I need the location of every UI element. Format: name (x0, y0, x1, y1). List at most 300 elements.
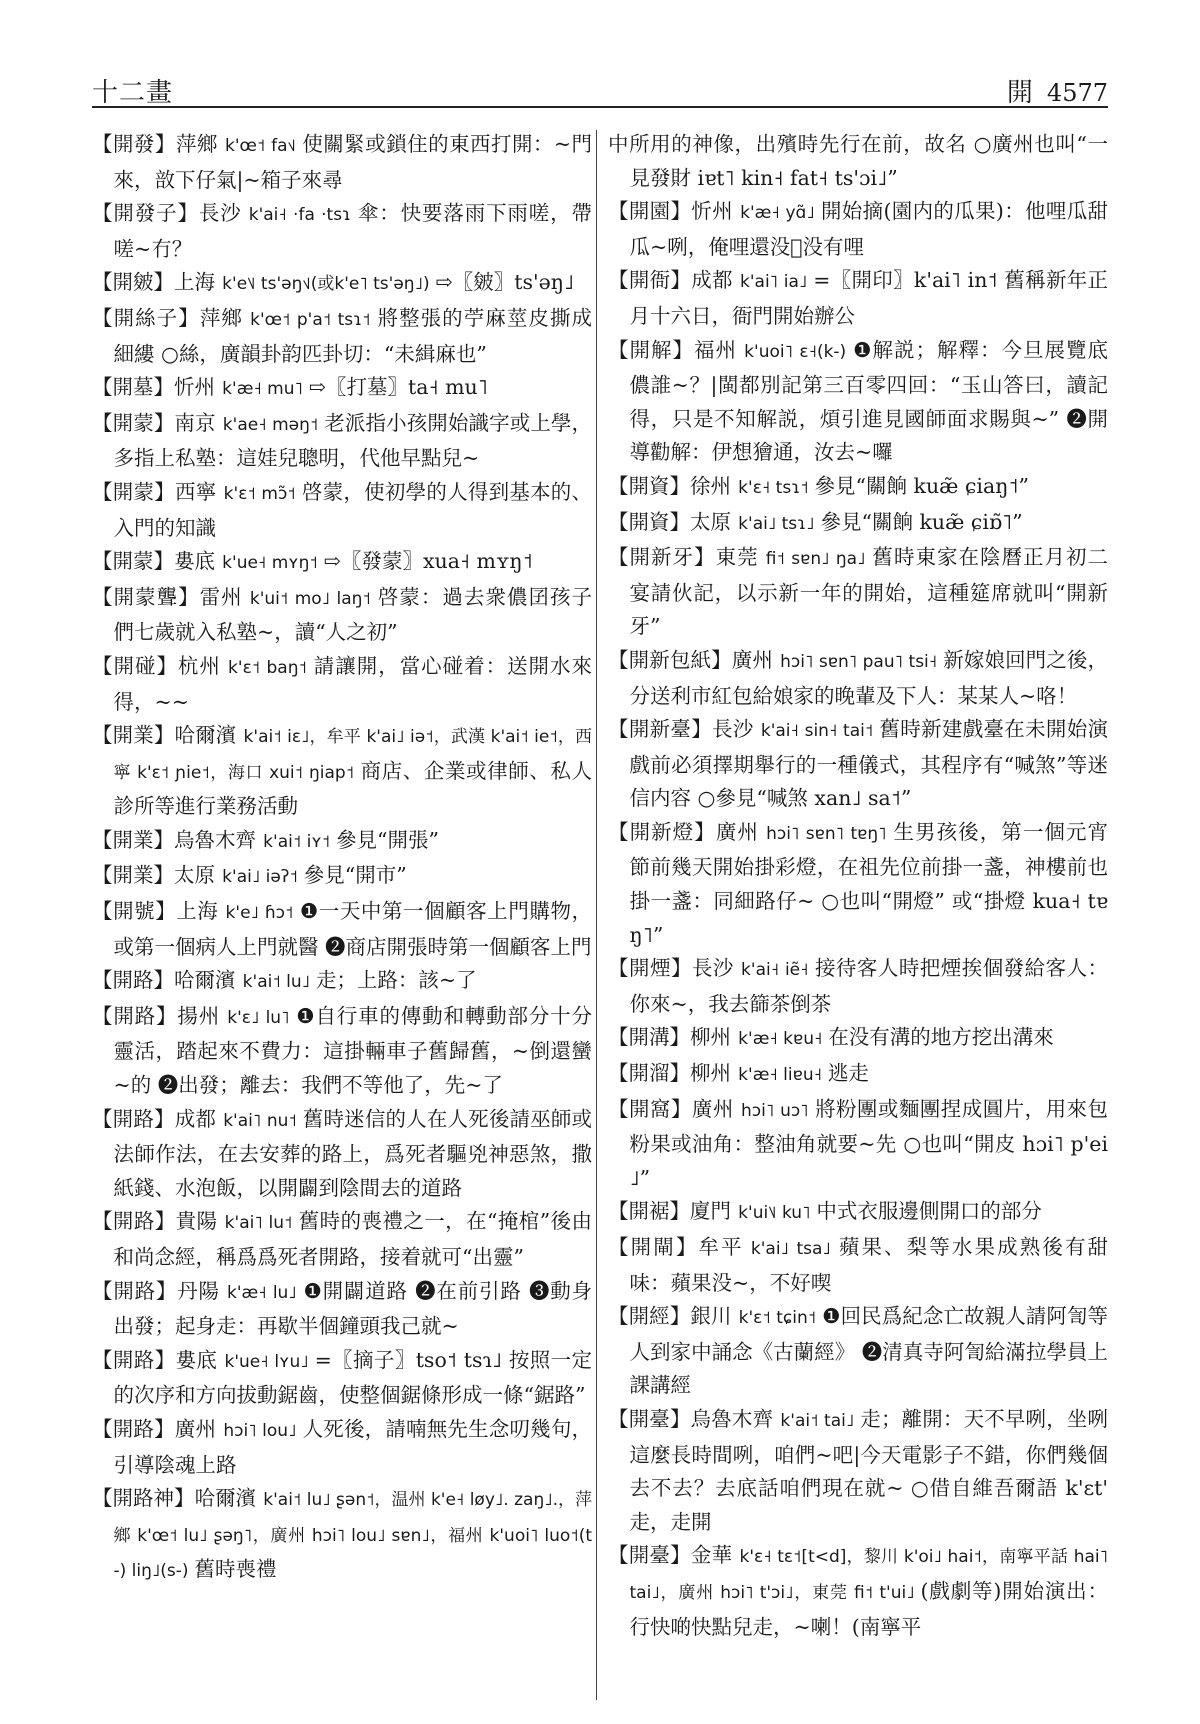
bracket-open: 【 (92, 899, 114, 924)
entry-dialect: 長沙 (198, 201, 242, 226)
entry-pronunciation: k'ai˩ iəʔ˦ (222, 867, 298, 888)
entry-headword (608, 1235, 698, 1259)
bracket-open: 【 (92, 1106, 113, 1131)
bracket-close: 】 (155, 1278, 178, 1303)
headword-text: 開路神 (112, 1486, 175, 1511)
bracket-open: 【 (608, 819, 630, 844)
entry-pronunciation: k'ai˩ tsa˩ (750, 1239, 831, 1259)
headword-text: 開經 (628, 1304, 670, 1329)
entry-headword (92, 899, 176, 923)
entry-pronunciation: k'ai˩ tsɿ˩ (738, 513, 815, 534)
dictionary-entry (608, 195, 1108, 264)
bracket-close: 】 (694, 545, 716, 570)
bracket-close: 】 (669, 473, 690, 498)
bracket-open: 【 (92, 968, 113, 993)
bracket-close: 】 (153, 968, 174, 993)
entry-dialect: 成都 (691, 268, 733, 293)
bracket-close: 】 (155, 899, 177, 924)
entry-definition: ❶自行車的傳動和轉動部分十分靈活，踏起來不費力：這掛輛車子舊歸舊，~倒還蠻~的 ❷出發；離去：我們不等他了，先~了 (113, 1003, 592, 1098)
headword-text: 開新包紙 (628, 647, 712, 672)
headword-text: 開業 (112, 863, 154, 888)
entry-headword (92, 828, 174, 852)
entry-dialect: 長沙 (712, 717, 754, 742)
entry-dialect: 揚州 (177, 1003, 221, 1028)
bracket-open: 【 (608, 1199, 629, 1224)
dictionary-entry (92, 476, 592, 545)
entry-definition: 參見“關餉 kuæ̃ ɕiaŋ˦” (814, 473, 1029, 498)
headword-text: 開裾 (628, 1199, 670, 1224)
entry-headword (92, 270, 174, 294)
entry-pronunciation: k'ai˥ ia˩ (740, 272, 808, 293)
left-column (92, 128, 592, 1704)
entry-definition: 啓蒙，使初學的人得到基本的、入門的知識 (113, 479, 592, 540)
headword-text: 開解 (629, 337, 673, 362)
dictionary-entry (608, 128, 1108, 195)
bracket-open: 【 (608, 545, 630, 570)
entry-pronunciation: hɔi˥ uɔ˥ (740, 1100, 809, 1121)
bracket-open: 【 (608, 956, 629, 981)
dictionary-entry (92, 1103, 592, 1206)
headword-text: 開新燈 (629, 819, 695, 844)
entry-headword (92, 968, 174, 992)
entry-headword (92, 723, 175, 747)
bracket-open: 【 (92, 479, 113, 504)
dictionary-entry (92, 824, 592, 860)
entry-pronunciation: k'ue˧ mʏŋ˦ (222, 553, 318, 574)
entry-pronunciation: k'æ˧ mu˥ (222, 379, 303, 400)
header-character: 開 (1006, 78, 1033, 108)
entry-headword (608, 545, 716, 569)
headword-text: 開皴 (112, 270, 154, 295)
entry-definition: 將整張的苧麻莖皮撕成細縷 ○絲，廣韻卦韵匹卦切：“未緝麻也” (113, 305, 592, 366)
bracket-open: 【 (92, 827, 113, 852)
entry-headword (608, 1304, 690, 1328)
headword-text: 開窩 (628, 1096, 671, 1121)
dictionary-entry (608, 1403, 1108, 1539)
headword-text: 開園 (628, 199, 671, 224)
entry-pronunciation: k'e˩ ɦɔ˦ (225, 903, 294, 924)
entry-dialect: 廣州 (174, 1416, 217, 1441)
entry-pronunciation: k'æ˧ yɑ̃˩ (740, 203, 815, 224)
bracket-close: 】 (669, 509, 690, 534)
entry-headword (92, 306, 200, 330)
bracket-close: 】 (669, 1199, 690, 1224)
entry-headword (92, 654, 178, 678)
bracket-close: 】 (153, 863, 174, 888)
bracket-close: 】 (153, 723, 175, 748)
headword-text: 開發 (112, 132, 155, 156)
dictionary-entry (608, 1231, 1108, 1300)
bracket-close: 】 (156, 653, 178, 678)
entry-pronunciation: k'ai˦ tai˩ (780, 1410, 855, 1431)
entry-dialect: 哈爾濱 (194, 1486, 257, 1511)
entry-dialect: 哈爾濱 (174, 723, 237, 748)
entry-headword (92, 1004, 177, 1028)
entry-definition: ⇨〖發蒙〗xua˧ mʏŋ˦ (323, 549, 533, 574)
headword-text: 開路 (112, 1347, 155, 1372)
bracket-open: 【 (608, 1235, 631, 1259)
entry-headword (608, 1025, 690, 1049)
bracket-close: 】 (670, 1096, 692, 1121)
entry-pronunciation: k'ɛ˦ tɕin˦ (738, 1308, 817, 1329)
bracket-close: 】 (670, 956, 692, 981)
bracket-close: 】 (153, 410, 175, 435)
entry-pronunciation: k'ae˧ məŋ˦ (222, 414, 319, 435)
entry-headword (92, 1348, 176, 1372)
entry-headword (608, 648, 732, 672)
bracket-open: 【 (92, 863, 113, 888)
entry-headword (608, 1543, 691, 1567)
entry-dialect: 萍鄉 (199, 305, 243, 330)
bracket-open: 【 (92, 653, 114, 678)
bracket-open: 【 (92, 270, 113, 295)
entry-dialect: 南京 (174, 410, 216, 435)
entry-definition: 商店、企業或律師、私人診所等進行業務活動 (113, 758, 592, 819)
dictionary-entry (608, 1300, 1108, 1403)
bracket-close: 】 (669, 1406, 691, 1431)
entry-definition: =〖摘子〗tso˦ tsɿ˩ 按照一定的次序和方向拔動鋸齒，使整個鋸條形成一條“鋸路” (113, 1347, 592, 1408)
dictionary-entry (608, 334, 1108, 470)
right-column (608, 128, 1108, 1704)
dictionary-entry (608, 541, 1108, 644)
bracket-open: 【 (92, 549, 113, 574)
entry-definition: 請讓開，當心碰着：送開水來得，~~ (113, 653, 592, 714)
entry-definition: 接待客人時把煙挨個發給客人：你來~，我去篩茶倒茶 (629, 956, 1108, 1016)
bracket-close: 】 (154, 1347, 176, 1372)
dictionary-entry (92, 128, 592, 197)
bracket-close: 】 (670, 199, 692, 224)
bracket-open: 【 (92, 201, 114, 226)
entry-definition: 開始摘(園内的瓜果)：他哩瓜甜瓜~咧，俺哩還没𣅿没有哩 (629, 199, 1108, 259)
entry-dialect: 柳州 (690, 1025, 731, 1050)
entry-pronunciation: k'ai˥ nu˦ (223, 1110, 297, 1131)
entry-definition: 中所用的神像，出殯時先行在前，故名 ○廣州也叫“一見發財 iɐt˥ kin˧ fat˧ ts'ɔi˩” (608, 132, 1108, 190)
entry-pronunciation: k'ɛ˧ tsɿ˦ (738, 477, 809, 498)
entry-definition: ❶開闢道路 ❷在前引路 ❸動身出發；起身走：再歇半個鐘頭我己就~ (113, 1278, 592, 1339)
entry-definition: 走；上路：該~了 (315, 968, 477, 993)
header-rule (92, 106, 1108, 108)
bracket-close: 】 (154, 132, 176, 156)
bracket-open: 【 (608, 1304, 629, 1329)
entry-dialect: 雷州 (199, 584, 243, 609)
bracket-close: 】 (669, 1304, 691, 1329)
entry-dialect: 廈門 (690, 1199, 731, 1224)
entry-dialect: 忻州 (174, 375, 215, 400)
dictionary-entry (92, 1344, 592, 1413)
headword-text: 開新牙 (629, 545, 695, 570)
entry-definition: 參見“關餉 kuæ̃ ɕiɒ̃˥” (820, 509, 1023, 534)
bracket-open: 【 (92, 132, 113, 156)
entry-pronunciation: k'ue˧ lʏu˩ (224, 1351, 309, 1372)
entry-pronunciation: k'æ˧ lu˩ (227, 1282, 297, 1303)
bracket-close: 】 (669, 1061, 690, 1086)
dictionary-entry (608, 506, 1108, 542)
entry-pronunciation: k'ui˦ mo˩ laŋ˦ (249, 588, 371, 609)
entry-pronunciation: k'e˥˩ ts'əŋ˦˩(或k'e˥ ts'əŋ˩) (222, 274, 430, 295)
entry-pronunciation: hɔi˥ lou˩ (223, 1420, 297, 1441)
headword-text: 開路 (112, 968, 154, 993)
dictionary-entry (608, 1539, 1108, 1644)
entry-pronunciation: k'ai˥ lu˦ (224, 1213, 293, 1234)
dictionary-entry (608, 816, 1108, 952)
entry-dialect: 金華 (690, 1543, 733, 1568)
entry-definition: ⇨〖皴〗ts'əŋ˩ (435, 270, 575, 295)
dictionary-entry (608, 952, 1108, 1021)
bracket-open: 【 (92, 1347, 113, 1372)
bracket-close: 】 (154, 479, 175, 504)
bracket-open: 【 (608, 199, 629, 224)
bracket-close: 】 (153, 827, 174, 852)
dictionary-entry (92, 407, 592, 476)
entry-headword (92, 201, 199, 225)
bracket-open: 【 (608, 1025, 629, 1050)
page-header (92, 62, 1108, 108)
entry-headword (608, 338, 694, 362)
entry-headword (92, 411, 174, 435)
entry-pronunciation: k'ai˦ lu˩ (242, 972, 310, 993)
dictionary-entry (92, 1275, 592, 1344)
entry-definition: ⇨〖打墓〗ta˧ mu˥ (308, 375, 488, 400)
dictionary-entry (608, 1021, 1108, 1057)
headword-text: 開號 (113, 899, 156, 924)
bracket-open: 【 (608, 647, 629, 672)
entry-definition: 傘：快要落雨下雨嗟，帶嗟~冇？ (113, 201, 592, 261)
entry-pronunciation: k'ai˧ iẽ˧ (741, 960, 809, 981)
headword-text: 開臺 (628, 1406, 670, 1431)
entry-pronunciation: k'ai˦ lu˩ ʂən˦，温州 k'e˧ løy˩. zaŋ˩.，萍鄉 k'œ˦ lu˩ ʂəŋ˥，廣州 hɔi˥ lou˩ sɐn˩，福州 k'uoi˥ luo˦(t-) liŋ˩(s-) (113, 1490, 592, 1582)
entry-definition: 舊時新建戲臺在未開始演戲前必須擇期舉行的一種儀式，其程序有“喊煞”等迷信内容 ○參見“喊煞 xan˩ sa˦” (629, 717, 1108, 811)
bracket-close: 】 (154, 1416, 175, 1441)
dictionary-entry (92, 964, 592, 1000)
entry-definition: 蘋果、梨等水果成熟後有甜味：蘋果没~，不好喫 (629, 1235, 1108, 1295)
headword-text: 開衙 (628, 268, 671, 293)
page-number: 4577 (1046, 79, 1108, 107)
entry-dialect: 福州 (694, 337, 737, 362)
bracket-close: 】 (156, 1003, 178, 1028)
bracket-close: 】 (669, 1025, 690, 1050)
entry-headword (92, 1486, 195, 1510)
entry-dialect: 丹陽 (177, 1278, 220, 1303)
dictionary-entry (92, 1482, 592, 1589)
entry-definition: 逃走 (827, 1061, 869, 1086)
entry-definition: 在没有溝的地方挖出溝來 (828, 1025, 1054, 1050)
headword-text: 開蒙 (112, 410, 154, 435)
entry-headword (608, 820, 716, 844)
headword-text: 開臺 (628, 1543, 671, 1568)
entry-definition: =〖開印〗k'ai˥ in˦ 舊稱新年正月十六日，衙門開始辦公 (629, 268, 1108, 328)
entry-dialect: 貴陽 (175, 1209, 218, 1234)
dictionary-entry (92, 719, 592, 824)
headword-text: 開煙 (628, 956, 671, 981)
bracket-close: 】 (153, 270, 174, 295)
entry-headword (608, 1061, 690, 1085)
headword-text: 開閘 (630, 1235, 676, 1259)
headword-text: 開業 (112, 827, 154, 852)
entry-headword (608, 510, 690, 534)
entry-dialect: 成都 (174, 1106, 217, 1131)
bracket-open: 【 (608, 1096, 629, 1121)
bracket-open: 【 (608, 1543, 629, 1568)
bracket-open: 【 (92, 410, 113, 435)
headword-text: 開路 (113, 1003, 157, 1028)
entry-dialect: 徐州 (690, 473, 731, 498)
dictionary-entry (608, 644, 1108, 713)
entry-headword (92, 1417, 175, 1441)
bracket-close: 】 (711, 647, 732, 672)
bracket-close: 】 (178, 584, 200, 609)
entry-definition: 舊時的喪禮之一，在“掩棺”後由和尚念經，稱爲爲死者開路，接着就可“出靈” (113, 1209, 592, 1269)
entry-definition: 中式衣服邊側開口的部分 (816, 1199, 1042, 1224)
bracket-open: 【 (92, 584, 114, 609)
bracket-close: 】 (670, 268, 692, 293)
entry-dialect: 烏魯木齊 (174, 827, 256, 852)
dictionary-entry (92, 859, 592, 895)
entry-pronunciation: hɔi˥ sɐn˥ pau˥ tsi˧ (780, 651, 938, 672)
entry-dialect: 忻州 (691, 199, 733, 224)
dictionary-entry (608, 470, 1108, 506)
headword-text: 開新臺 (628, 717, 692, 742)
headword-text: 開墓 (112, 375, 154, 400)
entry-pronunciation: k'æ˧ liɐu˧ (738, 1065, 822, 1086)
bracket-close: 】 (691, 717, 713, 742)
entry-pronunciation: k'ai˧ ·fa ·tsɿ (248, 205, 352, 226)
entry-pronunciation: fi˦ sɐn˩ ŋa˩ (765, 549, 866, 570)
dictionary-entry (608, 1195, 1108, 1231)
entry-definition: 啓蒙：過去衆儂囝孩子們七歲就入私塾~，讀“人之初” (113, 584, 592, 645)
headword-text: 開發子 (113, 201, 178, 226)
dictionary-entry (92, 266, 592, 302)
entry-dialect: 杭州 (177, 653, 221, 678)
bracket-open: 【 (92, 1278, 114, 1303)
entry-dialect: 廣州 (731, 647, 773, 672)
entry-definition: 參見“開張” (336, 827, 440, 852)
entry-definition: 老派指小孩開始識字或上學，多指上私塾：這娃兒聰明，代他早點兒~ (113, 410, 592, 471)
headword-text: 開業 (112, 723, 154, 748)
entry-dialect: 上海 (174, 270, 215, 295)
bracket-close: 】 (153, 549, 174, 574)
entry-dialect: 東莞 (715, 545, 759, 570)
entry-headword (92, 375, 174, 399)
bracket-open: 【 (608, 337, 630, 362)
entry-headword (608, 1097, 692, 1121)
entry-pronunciation: k'ɛ˦ baŋ˦ (228, 657, 307, 678)
entry-pronunciation: k'ɛ˩ lu˥ (227, 1007, 290, 1028)
bracket-open: 【 (608, 268, 629, 293)
entry-definition: 舊時迷信的人在人死後請巫師或法師作法，在去安葬的路上，爲死者驅兇神惡煞，撒紙錢、水泡飯，以開闢到陰間去的道路 (113, 1106, 592, 1200)
bracket-close: 】 (174, 1486, 195, 1511)
bracket-open: 【 (608, 473, 629, 498)
dictionary-entry (92, 581, 592, 650)
dictionary-entry (608, 1057, 1108, 1093)
entry-pronunciation: k'ɛ˦ mɔ̃˦ (223, 483, 296, 504)
entry-headword (608, 956, 692, 980)
entry-pronunciation: k'œ˦ fa˦˩ (224, 136, 296, 156)
entry-dialect: 廣州 (691, 1096, 734, 1121)
dictionary-entry (92, 1413, 592, 1482)
entry-dialect: 廣州 (715, 819, 759, 844)
headword-text: 開溝 (628, 1025, 670, 1050)
bracket-close: 】 (670, 1543, 691, 1568)
entry-pronunciation: k'ai˧ sin˧ tai˦ (760, 721, 874, 742)
entry-headword (608, 1199, 690, 1223)
dictionary-entry (608, 1093, 1108, 1196)
entry-headword (92, 1107, 175, 1131)
bracket-close: 】 (694, 819, 716, 844)
entry-headword (92, 132, 176, 156)
entry-dialect: 牟平 (698, 1235, 744, 1259)
entry-dialect: 太原 (174, 863, 215, 888)
entry-dialect: 西寧 (175, 479, 217, 504)
entry-definition: ❶解説；解釋：今旦展覽底儂誰~？|閩都別記第三百零四回：“玉山答曰，讀記得，只是不知解説，煩引進見國師面求賜與~” ❷開導勸解：伊想獪通，汝去~囉 (629, 337, 1108, 465)
entry-dialect: 太原 (690, 509, 731, 534)
dictionary-entry (92, 895, 592, 964)
section-label: 十二畫 (92, 78, 174, 108)
headword-text: 開蒙 (112, 549, 154, 574)
entry-headword (92, 480, 175, 504)
bracket-open: 【 (92, 1003, 114, 1028)
headword-text: 開路 (112, 1106, 155, 1131)
dictionary-entry (608, 713, 1108, 816)
entry-definition: ❶一天中第一個顧客上門購物，或第一個病人上門就醫 ❷商店開張時第一個顧客上門 (113, 899, 592, 959)
entry-definition: 舊時喪禮 (194, 1557, 277, 1582)
headword-text: 開路 (113, 1278, 156, 1303)
entry-headword (608, 268, 691, 292)
bracket-open: 【 (608, 717, 629, 742)
entry-headword (92, 1279, 177, 1303)
headword-text: 開碰 (113, 653, 157, 678)
column-divider (596, 130, 597, 1700)
headword-text: 開資 (628, 473, 670, 498)
bracket-open: 【 (92, 375, 113, 400)
headword-text: 開絲子 (113, 305, 179, 330)
bracket-close: 】 (675, 1235, 699, 1259)
entry-definition: 舊時東家在陰曆正月初二宴請伙記，以示新一年的開始，這種筵席就叫“開新牙” (629, 545, 1108, 639)
entry-headword (92, 863, 174, 887)
headword-text: 開路 (112, 1209, 155, 1234)
headword-text: 開蒙聾 (113, 584, 179, 609)
entry-headword (92, 1209, 176, 1233)
entry-dialect: 長沙 (691, 956, 734, 981)
entry-headword (608, 199, 691, 223)
bracket-open: 【 (92, 723, 113, 748)
entry-headword (608, 1407, 691, 1431)
entry-definition: 人死後，請喃無先生念叨幾句，引導陰魂上路 (113, 1416, 592, 1477)
entry-dialect: 烏魯木齊 (690, 1406, 774, 1431)
dictionary-entry (608, 264, 1108, 333)
entry-headword (92, 549, 174, 573)
bracket-open: 【 (92, 1416, 113, 1441)
entry-pronunciation: k'æ˧ kɐu˧ (738, 1029, 823, 1050)
entry-pronunciation: hɔi˥ sɐn˥ tɐŋ˥ (766, 823, 887, 844)
bracket-close: 】 (672, 337, 694, 362)
bracket-close: 】 (154, 1106, 175, 1131)
entry-pronunciation: k'ai˦ iʏ˦ (263, 831, 331, 852)
bracket-close: 】 (154, 1209, 176, 1234)
entry-definition: ❶回民爲紀念亡故親人請阿訇等人到家中誦念《古蘭經》 ❷清真寺阿訇給滿拉學員上課講經 (629, 1304, 1108, 1398)
entry-pronunciation: k'ui˥˩ ku˥ (738, 1203, 811, 1224)
entry-dialect: 婁底 (174, 549, 215, 574)
dictionary-entry (92, 371, 592, 407)
bracket-close: 】 (178, 305, 200, 330)
bracket-open: 【 (92, 1486, 113, 1511)
entry-definition: 使關緊或鎖住的東西打開：~門來，敨下仔氣|~箱子來尋 (113, 132, 592, 192)
entry-definition: (戲劇等)開始演出：行快啲快點兒走，~喇！(南寧平 (629, 1578, 1108, 1639)
entry-definition: 參見“開市” (303, 863, 407, 888)
bracket-close: 】 (177, 201, 199, 226)
entry-pronunciation: k'œ˦ p'a˦ tsɿ˦ (250, 309, 371, 330)
entry-dialect: 上海 (176, 899, 219, 924)
headword-text: 開路 (112, 1416, 155, 1441)
